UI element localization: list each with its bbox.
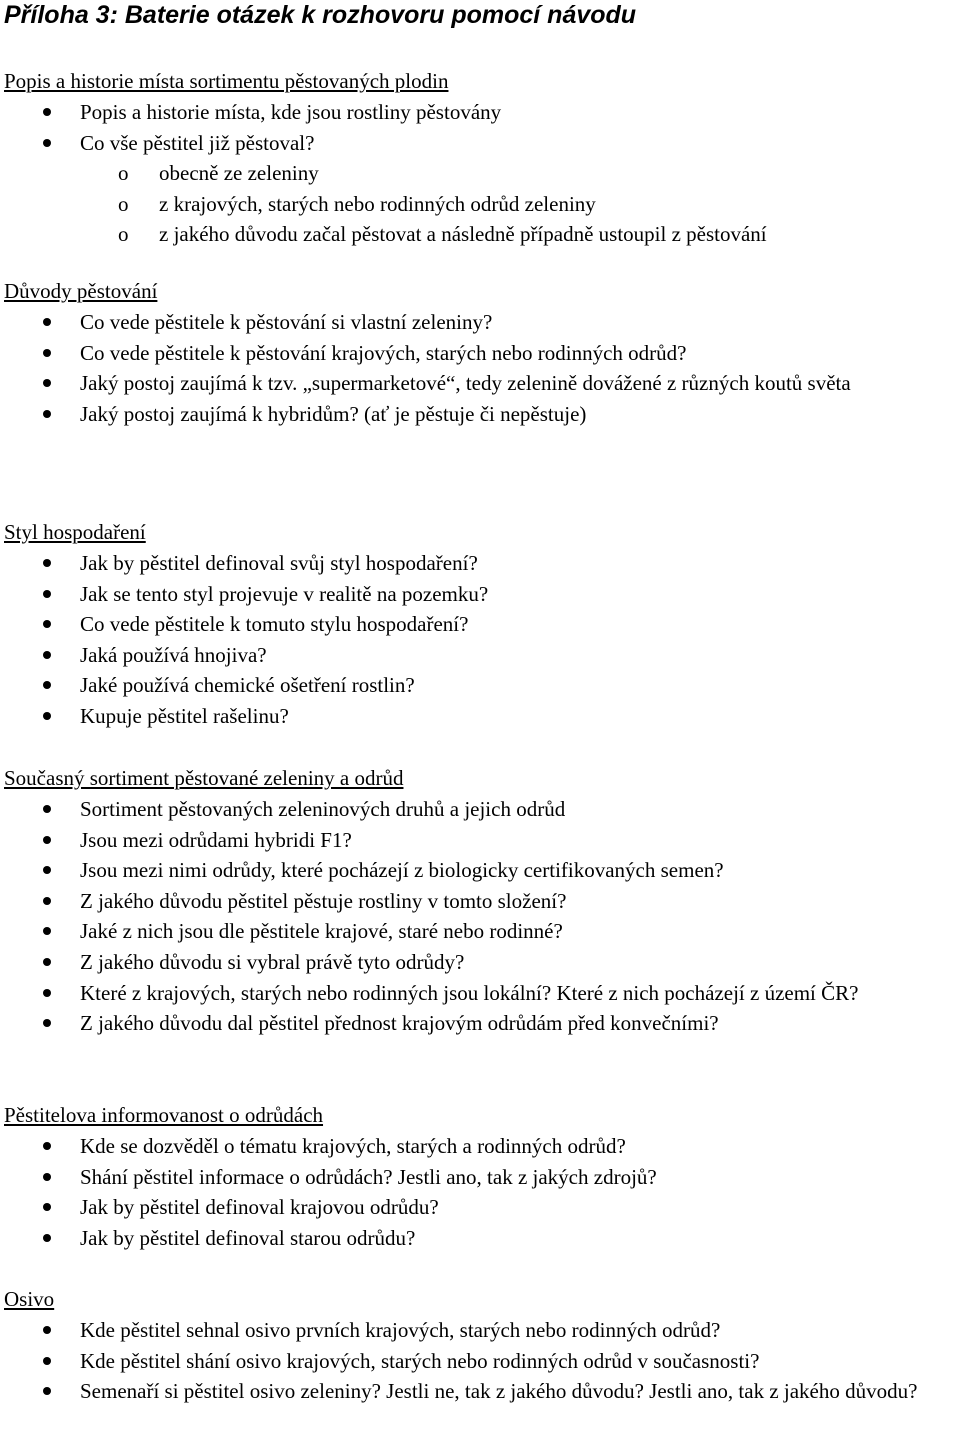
list-item: Co vše pěstitel již pěstoval? — [0, 128, 960, 159]
list-item: Jaký postoj zaujímá k tzv. „supermarketové“, tedy zelenině dovážené z různých koutů světa — [0, 368, 940, 399]
list-item: Kde pěstitel sehnal osivo prvních krajových, starých nebo rodinných odrůd? — [0, 1315, 960, 1346]
list-item: Jak by pěstitel definoval svůj styl hospodaření? — [0, 548, 960, 579]
list-item: Kde se dozvěděl o tématu krajových, starých a rodinných odrůd? — [0, 1131, 960, 1162]
list-item: Co vede pěstitele k pěstování krajových, starých nebo rodinných odrůd? — [0, 338, 960, 369]
list-item: Jak by pěstitel definoval krajovou odrůdu? — [0, 1192, 960, 1223]
list-item: Kupuje pěstitel rašelinu? — [0, 701, 960, 732]
section-heading-information: Pěstitelova informovanost o odrůdách — [4, 1103, 324, 1127]
list-item: Z jakého důvodu pěstitel pěstuje rostliny v tomto složení? — [0, 886, 960, 917]
section-heading-farming-style: Styl hospodaření — [4, 520, 146, 544]
sub-list-item: o obecně ze zeleniny — [0, 158, 960, 189]
list-item: Semenaří si pěstitel osivo zeleniny? Jestli ne, tak z jakého důvodu? Jestli ano, tak z jakého důvodu? — [0, 1376, 920, 1407]
list-item: Jaká používá hnojiva? — [0, 640, 960, 671]
section-list-farming-style — [0, 548, 960, 732]
section-list-assortment — [0, 794, 960, 1039]
list-item: Jsou mezi odrůdami hybridi F1? — [0, 825, 960, 856]
section-heading-reasons: Důvody pěstování — [4, 279, 158, 303]
section-heading-history: Popis a historie místa sortimentu pěstovaných plodin — [4, 69, 449, 93]
list-item: Jsou mezi nimi odrůdy, které pocházejí z biologicky certifikovaných semen? — [0, 855, 960, 886]
section-list-information — [0, 1131, 960, 1253]
page-title: Příloha 3: Baterie otázek k rozhovoru pomocí návodu — [4, 1, 637, 29]
list-item: Co vede pěstitele k pěstování si vlastní zeleniny? — [0, 307, 960, 338]
list-item: Z jakého důvodu dal pěstitel přednost krajovým odrůdám před konvečními? — [0, 1008, 960, 1039]
sub-list-item: o z krajových, starých nebo rodinných odrůd zeleniny — [0, 189, 960, 220]
section-heading-assortment: Současný sortiment pěstované zeleniny a odrůd — [4, 766, 404, 790]
sub-list — [0, 158, 960, 250]
list-item: Jaké používá chemické ošetření rostlin? — [0, 670, 960, 701]
list-item: Z jakého důvodu si vybral právě tyto odrůdy? — [0, 947, 960, 978]
list-item: Sortiment pěstovaných zeleninových druhů a jejich odrůd — [0, 794, 960, 825]
list-item: Co vede pěstitele k tomuto stylu hospodaření? — [0, 609, 960, 640]
list-item: Jaký postoj zaujímá k hybridům? (ať je pěstuje či nepěstuje) — [0, 399, 960, 430]
list-item: Popis a historie místa, kde jsou rostliny pěstovány — [0, 97, 960, 128]
section-list-seeds — [0, 1315, 960, 1407]
section-heading-seeds: Osivo — [4, 1287, 55, 1311]
section-list-history — [0, 97, 960, 250]
list-item: Jak se tento styl projevuje v realitě na pozemku? — [0, 579, 960, 610]
section-list-reasons — [0, 307, 960, 429]
list-item: Jaké z nich jsou dle pěstitele krajové, staré nebo rodinné? — [0, 916, 960, 947]
list-item: Kde pěstitel shání osivo krajových, starých nebo rodinných odrůd v současnosti? — [0, 1346, 960, 1377]
list-item: Shání pěstitel informace o odrůdách? Jestli ano, tak z jakých zdrojů? — [0, 1162, 960, 1193]
list-item: Které z krajových, starých nebo rodinných jsou lokální? Které z nich pocházejí z území ČR? — [0, 978, 900, 1009]
sub-list-item: o z jakého důvodu začal pěstovat a následně případně ustoupil z pěstování — [0, 219, 960, 250]
list-item: Jak by pěstitel definoval starou odrůdu? — [0, 1223, 960, 1254]
